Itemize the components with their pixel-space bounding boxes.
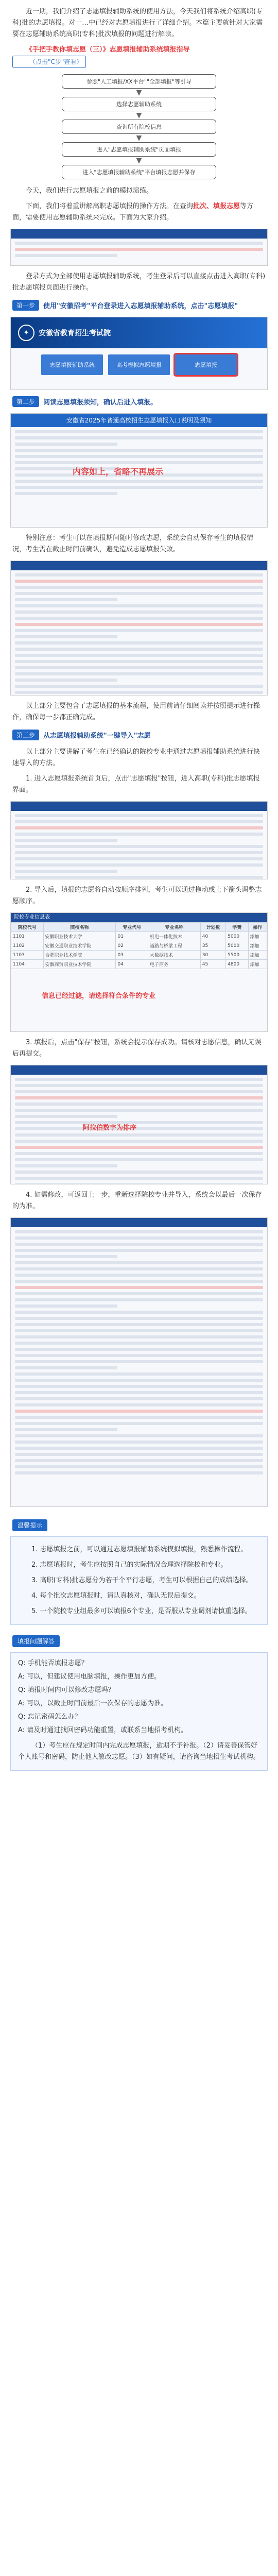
screenshot-system-list bbox=[10, 229, 268, 266]
faq-box bbox=[10, 1652, 268, 1771]
tip-item: 3. 高职(专科)批志愿分为若干个平行志愿，考生可以根据自己的成绩选择。 bbox=[31, 1577, 253, 1584]
notice-title: 安徽省2025年普通高校招生志愿填报入口说明及须知 bbox=[11, 414, 267, 427]
click-c-step-button[interactable]: （点击"C步"查看） bbox=[12, 56, 86, 68]
faq-question: Q: 忘记密码怎么办？ bbox=[18, 1713, 81, 1721]
faq-question: Q: 手机能否填报志愿？ bbox=[18, 1659, 88, 1667]
faq-answer: A: 请及时通过找回密码功能重置，或联系当地招考机构。 bbox=[18, 1726, 188, 1734]
tips-heading: 温馨提示 bbox=[12, 1519, 47, 1531]
tip-item: 1. 志愿填报之前，可以通过志愿填报辅助系统模拟填报，熟悉操作流程。 bbox=[31, 1546, 248, 1553]
add-button[interactable]: 添加 bbox=[248, 932, 267, 941]
list-red-caption: 信息已经过滤，请选择符合条件的专业 bbox=[42, 992, 156, 1000]
table-row: 1102 安徽交通职业技术学院 02 道路与桥梁工程 35 5000 添加 bbox=[11, 941, 267, 951]
tips-box bbox=[10, 1536, 268, 1625]
faq-heading: 填报问题解答 bbox=[12, 1635, 60, 1647]
step-one-title: 第一步 使用"安徽招考"平台登录进入志愿填报辅助系统，点击"志愿填报" bbox=[12, 300, 266, 311]
tip-item: 4. 每个批次志愿填报时，请认真核对，确认无误后提交。 bbox=[31, 1592, 201, 1600]
screenshot-portal bbox=[10, 317, 268, 390]
notice-paragraph: 特别注意：考生可以在填报期间随时修改志愿，系统会自动保存考生的填报情况，考生需在截止时间前确认，避免造成志愿填报失败。 bbox=[12, 534, 254, 553]
flow-step: 进入"志愿填报辅助系统"平台填报志愿并保存 bbox=[62, 165, 216, 179]
screenshot-header bbox=[11, 1065, 267, 1075]
screenshot-order bbox=[10, 1065, 268, 1184]
portal-banner: ✦ 安徽省教育招生考试院 bbox=[11, 317, 267, 348]
card-mock-fill[interactable]: 高考模拟志愿填报 bbox=[108, 354, 170, 375]
faq-end: （1）考生应在规定时间内完成志愿填报，逾期不予补报。（2）请妥善保管好个人账号和密码，防止他人篡改志愿。（3）如有疑问，请咨询当地招生考试机构。 bbox=[18, 1742, 260, 1761]
add-button[interactable]: 添加 bbox=[248, 951, 267, 960]
logo-icon: ✦ bbox=[18, 325, 34, 341]
flow-diagram bbox=[62, 74, 216, 179]
flow-step: 选择志愿辅助系统 bbox=[62, 97, 216, 111]
table-row: 1103 合肥职业技术学院 03 大数据技术 30 5500 添加 bbox=[11, 951, 267, 960]
tip-item: 5. 一个院校专业组最多可以填报6个专业，是否服从专业调剂请慎重选择。 bbox=[31, 1607, 252, 1615]
screenshot-final bbox=[10, 1217, 268, 1507]
body-paragraph: 下面，我们将着重讲解高职志愿填报的操作方法。在查询批次、填报志愿等方面，需要使用志愿辅助系统来完成。下面为大家介绍。 bbox=[12, 202, 254, 222]
intro-paragraph: 近一期，我们介绍了志愿填报辅助系统的使用方法，今天我们将系统介绍高职(专科)批的志愿填报。对一…中已经对志愿填报进行了详细介绍。本篇主要就针对大家需要在志愿辅助系统高职(专科)批次填报的问题进行解读。 bbox=[12, 8, 263, 38]
faq-answer: A: 可以，以截止时间前最后一次保存的志愿为准。 bbox=[18, 1700, 168, 1707]
arrow-down-icon: ▼ bbox=[136, 89, 142, 97]
screenshot-notice bbox=[10, 413, 268, 528]
intro-highlight: 《手把手教你填志愿（三）》志愿填报辅助系统填报指导 （点击"C步"查看） bbox=[12, 44, 266, 68]
body-paragraph: 以上部分主要讲解了考生在已经确认的院校专业中通过志愿填报辅助系统进行快速导入的方法。 bbox=[12, 748, 260, 767]
screenshot-header bbox=[11, 1218, 267, 1227]
screenshot-header bbox=[11, 561, 267, 570]
body-paragraph: 3. 填报后，点击"保存"按钮，系统会提示保存成功。请核对志愿信息，确认无误后再提交。 bbox=[12, 1039, 262, 1058]
screenshot-major-list bbox=[10, 912, 268, 1032]
arrow-down-icon: ▼ bbox=[136, 157, 142, 165]
arrow-down-icon: ▼ bbox=[136, 134, 142, 142]
step-three-title: 第三步 从志愿填报辅助系统"一键导入"志愿 bbox=[12, 730, 266, 740]
body-paragraph: 4. 如需修改，可返回上一步，重新选择院校专业并导入，系统会以最后一次保存的为准。 bbox=[12, 1191, 262, 1210]
screenshot-header bbox=[11, 229, 267, 239]
screenshot-import bbox=[10, 801, 268, 879]
article bbox=[5, 0, 273, 1771]
flow-step: 查询所有院校信息 bbox=[62, 120, 216, 134]
list-caption: 院校专业信息表 bbox=[11, 913, 267, 922]
body-paragraph: 以上部分主要包含了志愿填报的基本流程，使用前请仔细阅读并按照提示进行操作，确保每一步都正确完成。 bbox=[12, 702, 260, 721]
body-paragraph: 1. 进入志愿填报系统首页后，点击"志愿填报"按钮，进入高职(专科)批志愿填报界面。 bbox=[12, 775, 260, 794]
tip-item: 2. 志愿填报时，考生应按照自己的实际情况合理选择院校和专业。 bbox=[31, 1561, 228, 1569]
table-row: 1101 安徽职业技术大学 01 机电一体化技术 40 5000 添加 bbox=[11, 932, 267, 941]
arrow-down-icon: ▼ bbox=[136, 111, 142, 120]
table-row: 1104 安徽商贸职业技术学院 04 电子商务 45 4800 添加 bbox=[11, 960, 267, 969]
body-paragraph: 2. 导入后，填报的志愿将自动按顺序排列，考生可以通过拖动或上下箭头调整志愿顺序。 bbox=[12, 886, 262, 905]
body-paragraph: 登录方式为全部使用志愿填报辅助系统，考生登录后可以直接点击进入高职(专科)批志愿填报页面进行操作。 bbox=[12, 273, 266, 292]
major-table: 院校代号 院校名称 专业代号 专业名称 计划数 学费 操作 1101 安徽职业技术大学 01 机电一体化技术 40 5000 添加 1102 安徽交通职业技术学院 02 道路与桥梁工程 35 5000 添加 1103 合肥职业技术学院 03 大数据技术 30 5500 添加 1104 安徽商贸职业技术学院 04 电子商务 45 4800 添加 bbox=[11, 922, 267, 969]
add-button[interactable]: 添加 bbox=[248, 960, 267, 969]
step-two-title: 第二步 阅读志愿填报须知，确认后进入填报。 bbox=[12, 396, 266, 407]
card-volunteer-fill[interactable]: 志愿填报 bbox=[175, 354, 237, 375]
flow-step: 参照"人工填报/XX平台""全部填报"等引导 bbox=[62, 74, 216, 89]
card-assist-system[interactable]: 志愿填报辅助系统 bbox=[41, 354, 103, 375]
table-red-caption: 阿拉伯数字为排序 bbox=[83, 1124, 137, 1132]
faq-answer: A: 可以，但建议使用电脑填报，操作更加方便。 bbox=[18, 1673, 161, 1681]
flow-step: 进入"志愿填报辅助系统"页面填报 bbox=[62, 142, 216, 157]
add-button[interactable]: 添加 bbox=[248, 941, 267, 951]
screenshot-form bbox=[10, 561, 268, 696]
faq-question: Q: 填报时间内可以修改志愿吗？ bbox=[18, 1686, 115, 1694]
body-paragraph: 今天，我们进行志愿填报之前的模拟演练。 bbox=[26, 187, 153, 195]
screenshot-header bbox=[11, 802, 267, 811]
red-caption: 内容如上，省略不再展示 bbox=[73, 467, 164, 477]
